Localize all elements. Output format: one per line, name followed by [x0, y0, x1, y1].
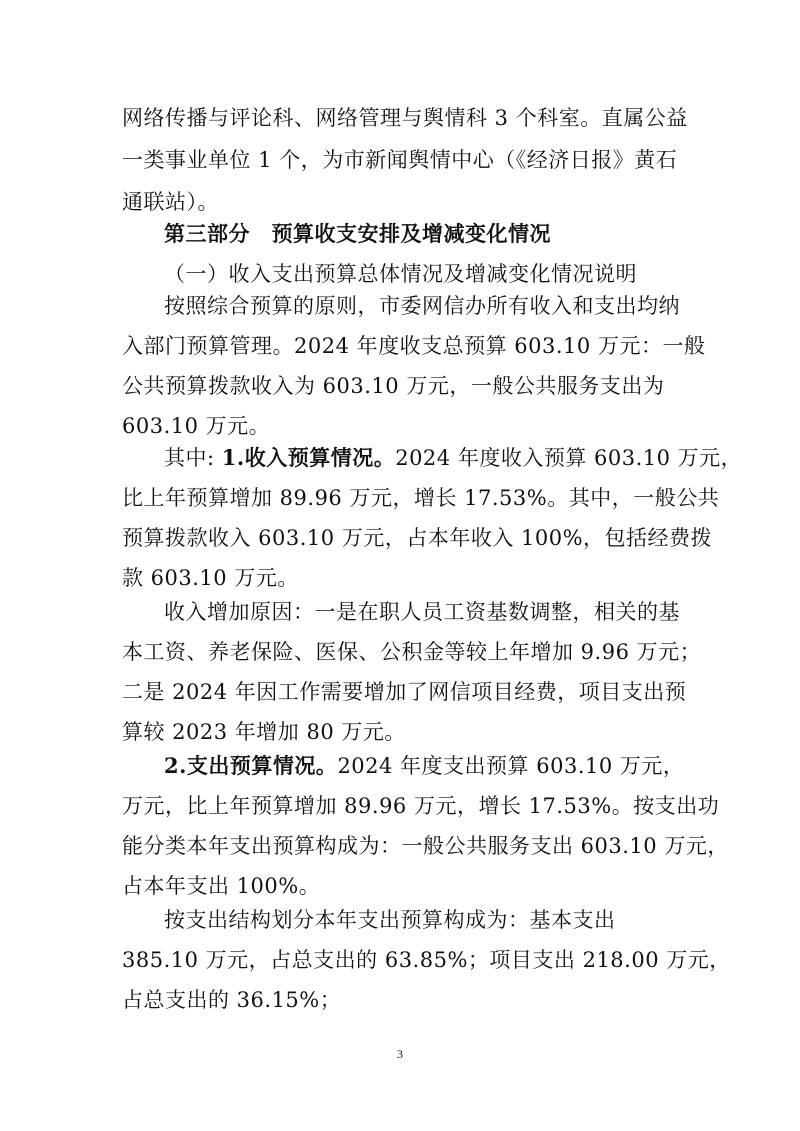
paragraph-line: 一类事业单位 1 个，为市新闻舆情中心（《经济日报》黄石	[122, 148, 678, 172]
paragraph-line: 按照综合预算的原则，市委网信办所有收入和支出均纳	[164, 294, 680, 318]
paragraph-line: 比上年预算增加 89.96 万元，增长 17.53%。其中，一般公共	[122, 486, 720, 510]
paragraph-line: 网络传播与评论科、网络管理与舆情科 3 个科室。直属公益	[122, 106, 688, 130]
paragraph-line: 预算拨款收入 603.10 万元，占本年收入 100%，包括经费拨	[122, 526, 713, 550]
bold-heading-income: 1.收入预算情况。	[221, 445, 396, 470]
bold-heading-expense: 2.支出预算情况。	[164, 753, 338, 778]
paragraph-line: 二是 2024 年因工作需要增加了网信项目经费，项目支出预	[122, 680, 687, 704]
paragraph-line: 能分类本年支出预算构成为：一般公共服务支出 603.10 万元，	[122, 834, 729, 858]
section-heading: 第三部分 预算收支安排及增减变化情况	[164, 222, 551, 246]
paragraph-text: 2024 年度支出预算 603.10 万元，	[337, 754, 685, 778]
paragraph-text: 2024 年度收入预算 603.10 万元，	[395, 446, 743, 470]
lead-text: 其中:	[164, 446, 222, 470]
paragraph-line: 占总支出的 36.15%；	[122, 988, 342, 1012]
paragraph-line: 算较 2023 年增加 80 万元。	[122, 720, 406, 744]
paragraph-line: 按支出结构划分本年支出预算构成为：基本支出	[164, 908, 616, 932]
page-number: 3	[397, 1047, 403, 1061]
paragraph-line: 385.10 万元，占总支出的 63.85%；项目支出 218.00 万元，	[122, 948, 731, 972]
paragraph-line: 入部门预算管理。2024 年度收支总预算 603.10 万元：一般	[122, 334, 706, 358]
paragraph-line: 收入增加原因：一是在职人员工资基数调整，相关的基	[164, 600, 680, 624]
paragraph-line	[164, 751, 692, 781]
paragraph-line	[164, 443, 743, 473]
paragraph-line: 公共预算拨款收入为 603.10 万元，一般公共服务支出为	[122, 374, 665, 398]
paragraph-line: 款 603.10 万元。	[122, 566, 299, 590]
paragraph-line: 占本年支出 100%。	[122, 874, 321, 898]
paragraph-line: 万元，比上年预算增加 89.96 万元，增长 17.53%。按支出功	[122, 794, 720, 818]
paragraph-line: 本工资、养老保险、医保、公积金等较上年增加 9.96 万元；	[122, 640, 702, 664]
paragraph-line: 通联站）。	[122, 190, 219, 214]
paragraph-line: 603.10 万元。	[122, 414, 271, 438]
subsection-heading: （一）收入支出预算总体情况及增减变化情况说明	[164, 262, 637, 286]
